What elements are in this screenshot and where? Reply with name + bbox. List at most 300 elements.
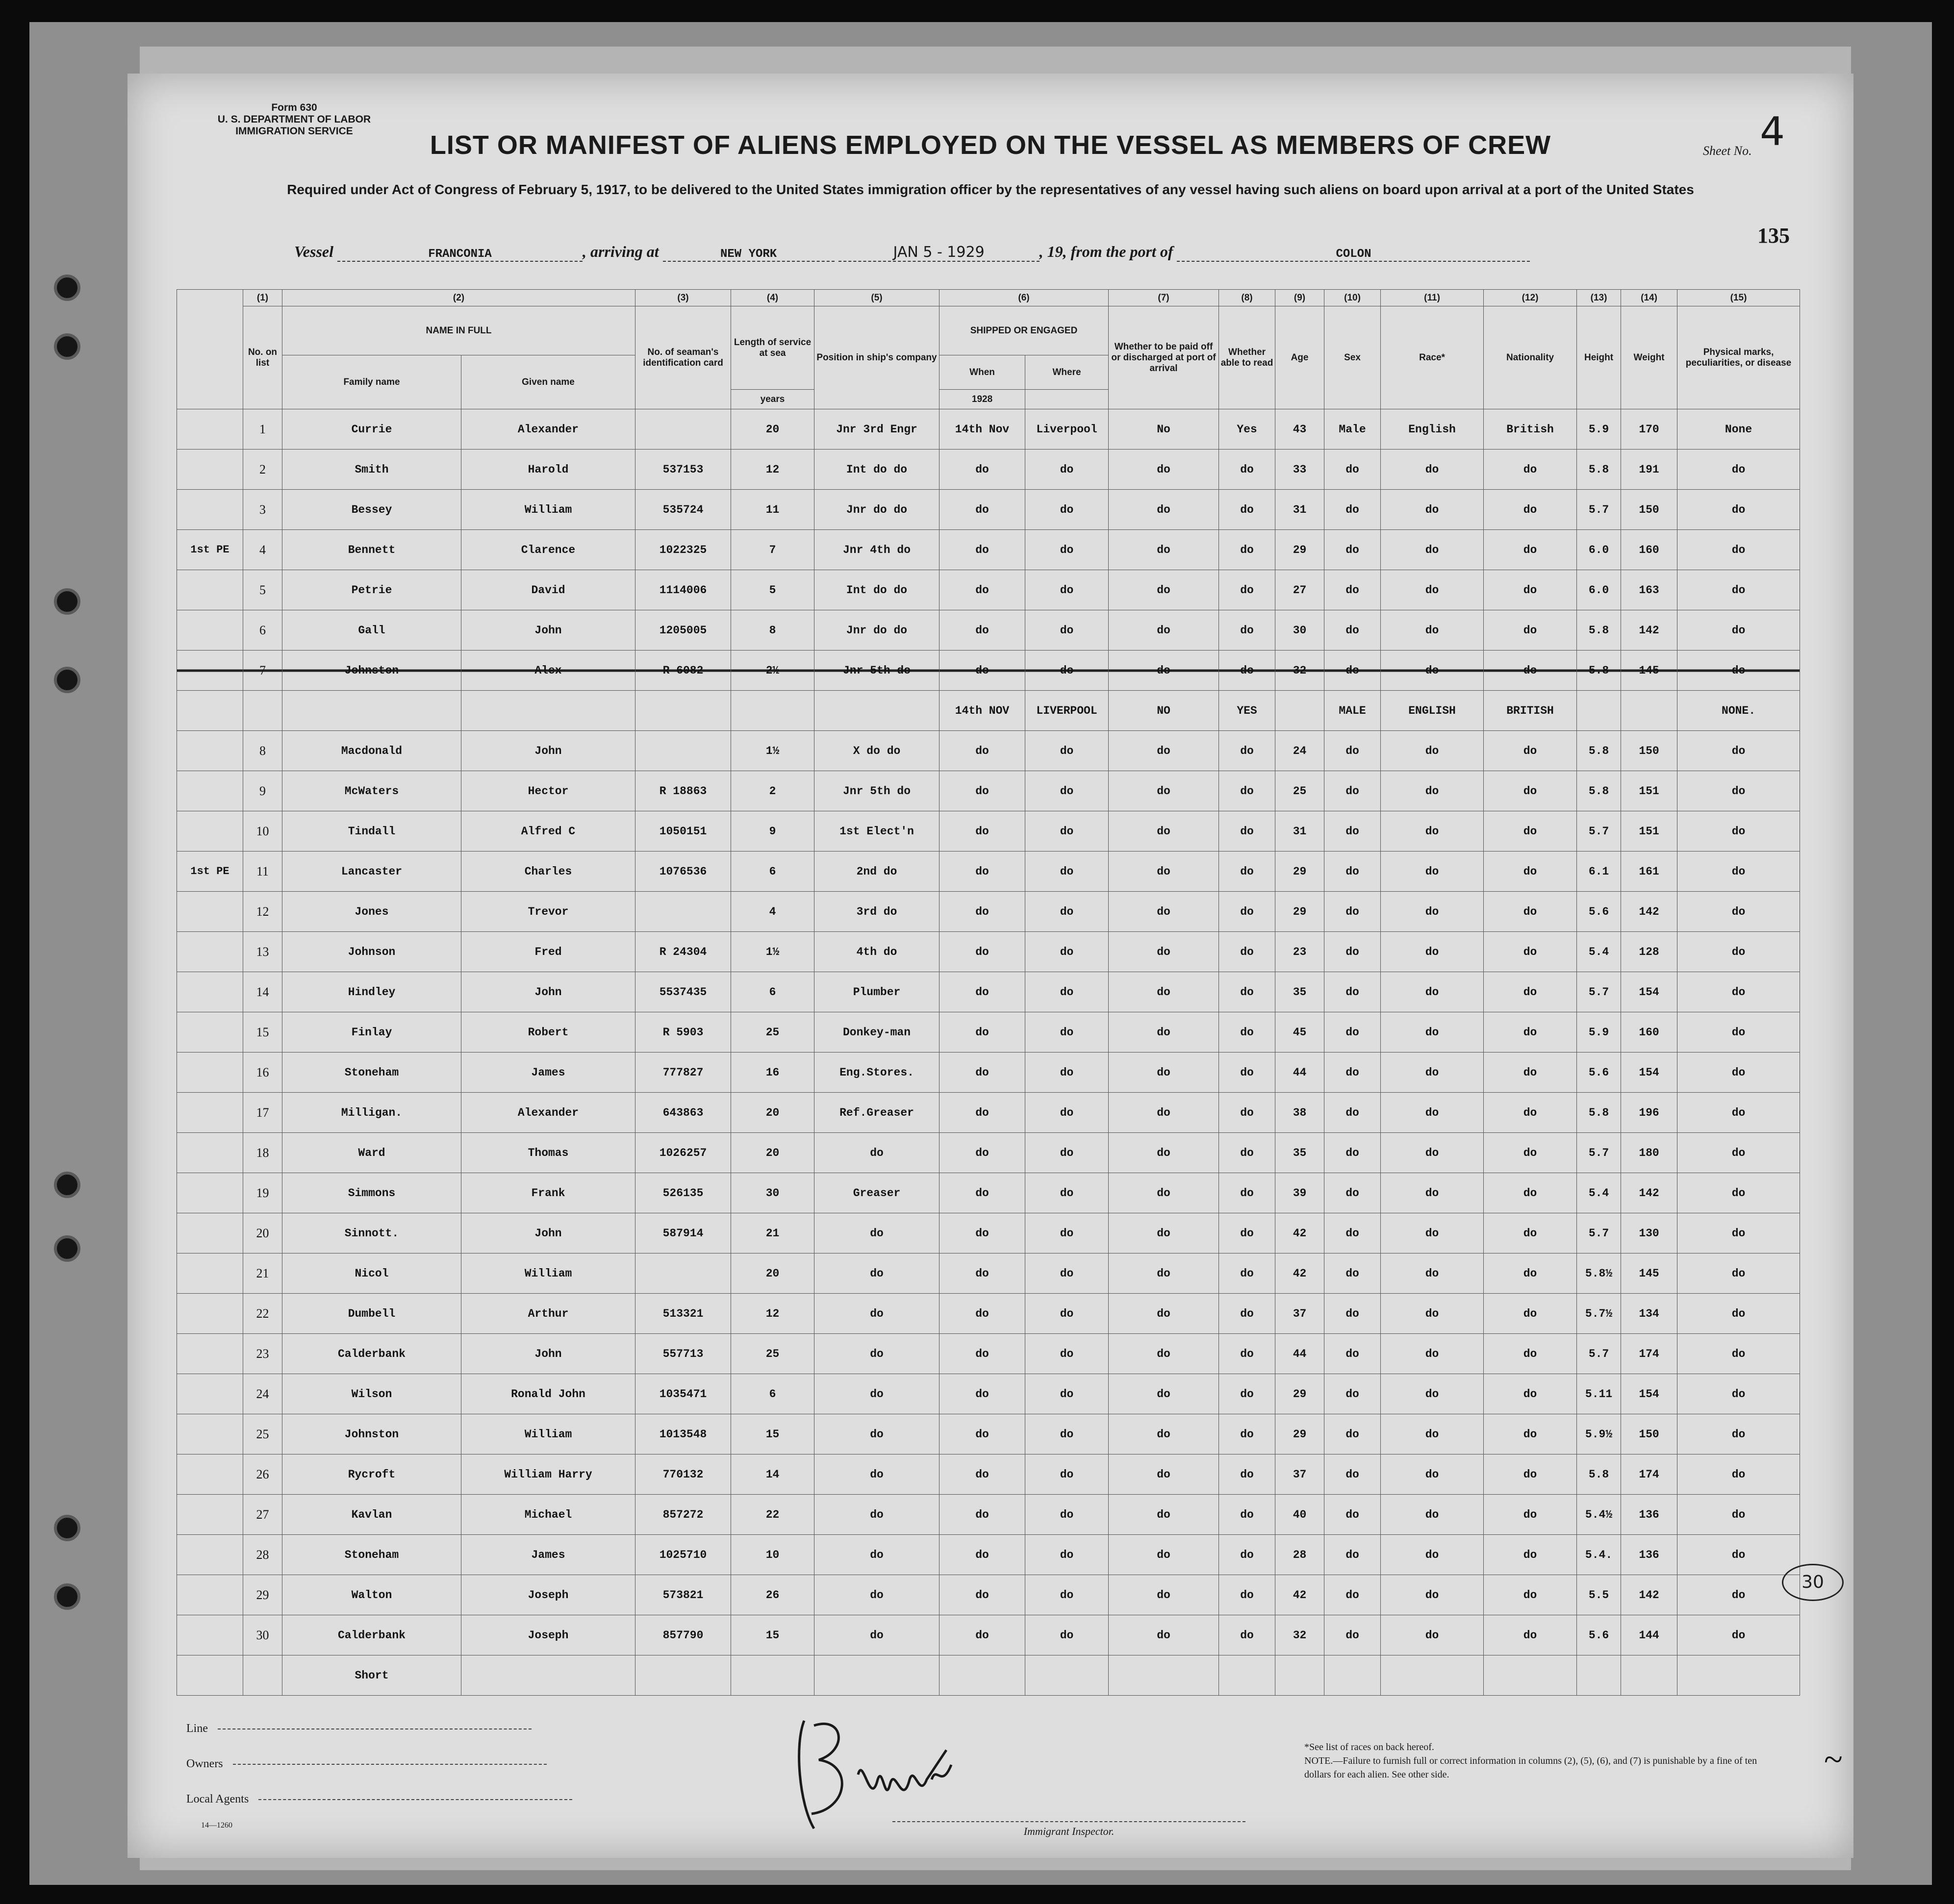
header-where: Where xyxy=(1025,355,1109,390)
able-to-read: do xyxy=(1219,1454,1275,1495)
service-years: 2 xyxy=(731,771,814,811)
sex: do xyxy=(1324,610,1381,651)
shipped-when: do xyxy=(939,1495,1025,1535)
sex: do xyxy=(1324,1454,1381,1495)
id-card xyxy=(635,1655,731,1696)
weight: 151 xyxy=(1621,771,1677,811)
shipped-when xyxy=(939,1655,1025,1696)
nationality: do xyxy=(1484,1253,1577,1294)
shipped-when: do xyxy=(939,530,1025,570)
age: 27 xyxy=(1275,570,1324,610)
nationality xyxy=(1484,1655,1577,1696)
row-number: 1 xyxy=(243,409,282,450)
weight: 136 xyxy=(1621,1495,1677,1535)
physical-marks: do xyxy=(1677,490,1800,530)
nationality: do xyxy=(1484,811,1577,852)
correction-weight xyxy=(1621,691,1677,731)
margin-header xyxy=(177,290,243,409)
height: 5.4 xyxy=(1577,1173,1621,1213)
correction-row-number xyxy=(243,691,282,731)
family-name: Rycroft xyxy=(282,1454,461,1495)
shipped-when: do xyxy=(939,651,1025,691)
sex: do xyxy=(1324,1133,1381,1173)
header-able-read: Whether able to read xyxy=(1219,306,1275,409)
family-name: Gall xyxy=(282,610,461,651)
shipped-where: do xyxy=(1025,570,1109,610)
given-name: Fred xyxy=(461,932,635,972)
row-number xyxy=(243,1655,282,1696)
race: English xyxy=(1381,409,1484,450)
binder-hole xyxy=(54,1515,80,1541)
header-height: Height xyxy=(1577,306,1621,409)
height: 6.0 xyxy=(1577,570,1621,610)
physical-marks: do xyxy=(1677,1575,1800,1615)
weight: 196 xyxy=(1621,1093,1677,1133)
age: 32 xyxy=(1275,651,1324,691)
age: 28 xyxy=(1275,1535,1324,1575)
header-when: When xyxy=(939,355,1025,390)
physical-marks: do xyxy=(1677,771,1800,811)
age: 37 xyxy=(1275,1294,1324,1334)
race: do xyxy=(1381,1495,1484,1535)
shipped-when: do xyxy=(939,1052,1025,1093)
height: 5.7 xyxy=(1577,1213,1621,1253)
id-card: 1022325 xyxy=(635,530,731,570)
family-name: Bennett xyxy=(282,530,461,570)
sex: do xyxy=(1324,932,1381,972)
row-number: 10 xyxy=(243,811,282,852)
service-years xyxy=(731,1655,814,1696)
row-margin-note xyxy=(177,1213,243,1253)
service-years: 26 xyxy=(731,1575,814,1615)
given-name: James xyxy=(461,1535,635,1575)
height: 5.8 xyxy=(1577,651,1621,691)
col-number-2: (2) xyxy=(282,290,635,306)
physical-marks: do xyxy=(1677,892,1800,932)
nationality: do xyxy=(1484,1334,1577,1374)
line-label: Line xyxy=(186,1722,208,1735)
shipped-when: 14th Nov xyxy=(939,409,1025,450)
physical-marks: do xyxy=(1677,530,1800,570)
table-row xyxy=(177,1133,1800,1173)
paid-off: No xyxy=(1109,409,1219,450)
family-name: Kavlan xyxy=(282,1495,461,1535)
race: do xyxy=(1381,1133,1484,1173)
age: 30 xyxy=(1275,610,1324,651)
nationality: do xyxy=(1484,1093,1577,1133)
table-row xyxy=(177,610,1800,651)
family-name: Petrie xyxy=(282,570,461,610)
weight: 134 xyxy=(1621,1294,1677,1334)
id-card: 513321 xyxy=(635,1294,731,1334)
height: 6.0 xyxy=(1577,530,1621,570)
sex: do xyxy=(1324,1575,1381,1615)
margin-scribble: ~ xyxy=(1824,1741,1843,1779)
position: 2nd do xyxy=(814,852,939,892)
inspector-label: Immigrant Inspector. xyxy=(892,1821,1245,1838)
race: do xyxy=(1381,570,1484,610)
physical-marks: do xyxy=(1677,972,1800,1012)
shipped-when: do xyxy=(939,852,1025,892)
correction-sex: MALE xyxy=(1324,691,1381,731)
shipped-when: do xyxy=(939,1334,1025,1374)
height: 5.4½ xyxy=(1577,1495,1621,1535)
sex: do xyxy=(1324,731,1381,771)
physical-marks: do xyxy=(1677,1012,1800,1052)
from-port-label: , from the port of xyxy=(1063,243,1173,260)
service-years: 20 xyxy=(731,1133,814,1173)
nationality: do xyxy=(1484,1052,1577,1093)
paid-off: do xyxy=(1109,1294,1219,1334)
table-row xyxy=(177,570,1800,610)
shipped-where: do xyxy=(1025,1575,1109,1615)
nationality: do xyxy=(1484,1535,1577,1575)
row-margin-note: 1st PE xyxy=(177,852,243,892)
row-margin-note: 1st PE xyxy=(177,530,243,570)
able-to-read: do xyxy=(1219,932,1275,972)
physical-marks: do xyxy=(1677,1535,1800,1575)
paid-off: do xyxy=(1109,932,1219,972)
given-name: Clarence xyxy=(461,530,635,570)
nationality: do xyxy=(1484,1173,1577,1213)
vessel-label: Vessel xyxy=(294,243,333,260)
position: 1st Elect'n xyxy=(814,811,939,852)
family-name: Dumbell xyxy=(282,1294,461,1334)
table-row xyxy=(177,1374,1800,1414)
sex: do xyxy=(1324,771,1381,811)
position: do xyxy=(814,1454,939,1495)
correction-age xyxy=(1275,691,1324,731)
position: Ref.Greaser xyxy=(814,1093,939,1133)
id-card: 777827 xyxy=(635,1052,731,1093)
sex: Male xyxy=(1324,409,1381,450)
physical-marks: do xyxy=(1677,1374,1800,1414)
position: do xyxy=(814,1294,939,1334)
shipped-where: do xyxy=(1025,610,1109,651)
col-number-8: (8) xyxy=(1219,290,1275,306)
position xyxy=(814,1655,939,1696)
height: 5.8 xyxy=(1577,731,1621,771)
row-number: 25 xyxy=(243,1414,282,1454)
given-name: David xyxy=(461,570,635,610)
row-number: 28 xyxy=(243,1535,282,1575)
shipped-when: do xyxy=(939,1133,1025,1173)
header-shipped: SHIPPED OR ENGAGED xyxy=(939,306,1109,355)
able-to-read: do xyxy=(1219,771,1275,811)
row-margin-note xyxy=(177,771,243,811)
paid-off xyxy=(1109,1655,1219,1696)
service-years: 15 xyxy=(731,1414,814,1454)
table-row xyxy=(177,892,1800,932)
row-margin-note xyxy=(177,1093,243,1133)
shipped-where xyxy=(1025,1655,1109,1696)
row-number: 23 xyxy=(243,1334,282,1374)
binder-hole xyxy=(54,1583,80,1610)
nationality: do xyxy=(1484,892,1577,932)
sex: do xyxy=(1324,1615,1381,1655)
shipped-where: do xyxy=(1025,972,1109,1012)
service-years: 16 xyxy=(731,1052,814,1093)
header-given-name: Given name xyxy=(461,355,635,409)
row-number: 12 xyxy=(243,892,282,932)
sex: do xyxy=(1324,1012,1381,1052)
nationality: do xyxy=(1484,490,1577,530)
header-id-card: No. of seaman's identification card xyxy=(635,306,731,409)
position: Int do do xyxy=(814,570,939,610)
family-name: Johnston xyxy=(282,651,461,691)
able-to-read: do xyxy=(1219,731,1275,771)
col-number-12: (12) xyxy=(1484,290,1577,306)
given-name: Alfred C xyxy=(461,811,635,852)
able-to-read: do xyxy=(1219,811,1275,852)
weight: 174 xyxy=(1621,1454,1677,1495)
able-to-read: do xyxy=(1219,1052,1275,1093)
position: do xyxy=(814,1535,939,1575)
race xyxy=(1381,1655,1484,1696)
table-row xyxy=(177,1052,1800,1093)
able-to-read: do xyxy=(1219,1334,1275,1374)
table-row xyxy=(177,1012,1800,1052)
id-card: 557713 xyxy=(635,1334,731,1374)
shipped-where: do xyxy=(1025,1414,1109,1454)
paid-off: do xyxy=(1109,610,1219,651)
physical-marks: do xyxy=(1677,1495,1800,1535)
table-row xyxy=(177,409,1800,450)
able-to-read: do xyxy=(1219,1495,1275,1535)
id-card: 537153 xyxy=(635,450,731,490)
physical-marks: do xyxy=(1677,1213,1800,1253)
race: do xyxy=(1381,1294,1484,1334)
table-row xyxy=(177,1454,1800,1495)
shipped-when: do xyxy=(939,610,1025,651)
paid-off: do xyxy=(1109,852,1219,892)
weight: 191 xyxy=(1621,450,1677,490)
age: 25 xyxy=(1275,771,1324,811)
shipped-where: do xyxy=(1025,1615,1109,1655)
paid-off: do xyxy=(1109,1093,1219,1133)
correction-row xyxy=(177,691,1800,731)
vessel-line xyxy=(294,243,1530,262)
page-subtitle: Required under Act of Congress of February 5, 1917, to be delivered to the United States immigration officer by the representatives of any vessel having such aliens on board upon arrival at a port of the United States xyxy=(287,182,1694,197)
shipped-where: do xyxy=(1025,1374,1109,1414)
service-years: 22 xyxy=(731,1495,814,1535)
row-number: 2 xyxy=(243,450,282,490)
owners-blank xyxy=(233,1764,547,1765)
row-number: 14 xyxy=(243,972,282,1012)
given-name: Alexander xyxy=(461,409,635,450)
shipped-when: do xyxy=(939,731,1025,771)
footnote-penalty: NOTE.—Failure to furnish full or correct information in columns (2), (5), (6), and (7) is punishable by a fine of ten dollars for each alien. See other side. xyxy=(1304,1755,1757,1780)
row-number: 7 xyxy=(243,651,282,691)
table-row xyxy=(177,731,1800,771)
id-card: 1025710 xyxy=(635,1535,731,1575)
table-row xyxy=(177,771,1800,811)
header-paid-off: Whether to be paid off or discharged at port of arrival xyxy=(1109,306,1219,409)
position: Jnr 5th do xyxy=(814,651,939,691)
col-number-4: (4) xyxy=(731,290,814,306)
id-card: R 5903 xyxy=(635,1012,731,1052)
height: 5.8 xyxy=(1577,1454,1621,1495)
row-number: 22 xyxy=(243,1294,282,1334)
height: 5.6 xyxy=(1577,892,1621,932)
service-years: 1½ xyxy=(731,932,814,972)
position: do xyxy=(814,1213,939,1253)
binder-hole xyxy=(54,588,80,615)
race: do xyxy=(1381,972,1484,1012)
id-card: R 6082 xyxy=(635,651,731,691)
row-margin-note xyxy=(177,1575,243,1615)
nationality: do xyxy=(1484,1495,1577,1535)
race: do xyxy=(1381,1374,1484,1414)
able-to-read xyxy=(1219,1655,1275,1696)
row-margin-note xyxy=(177,409,243,450)
binder-hole xyxy=(54,667,80,693)
race: do xyxy=(1381,1615,1484,1655)
able-to-read: do xyxy=(1219,610,1275,651)
weight: 136 xyxy=(1621,1535,1677,1575)
row-margin-note xyxy=(177,610,243,651)
shipped-when: do xyxy=(939,1615,1025,1655)
given-name: Harold xyxy=(461,450,635,490)
row-margin-note xyxy=(177,811,243,852)
row-margin-note xyxy=(177,490,243,530)
correction-shipped-where: LIVERPOOL xyxy=(1025,691,1109,731)
nationality: do xyxy=(1484,1615,1577,1655)
given-name: William xyxy=(461,1414,635,1454)
id-card: 5537435 xyxy=(635,972,731,1012)
age: 40 xyxy=(1275,1495,1324,1535)
year-label: , 19 xyxy=(1039,243,1063,260)
height: 5.9 xyxy=(1577,409,1621,450)
header-position: Position in ship's company xyxy=(814,306,939,409)
family-name: Sinnott. xyxy=(282,1213,461,1253)
race: do xyxy=(1381,1454,1484,1495)
row-number: 19 xyxy=(243,1173,282,1213)
vessel-name: FRANCONIA xyxy=(337,248,583,262)
paid-off: do xyxy=(1109,811,1219,852)
correction-service-years xyxy=(731,691,814,731)
weight: 145 xyxy=(1621,1253,1677,1294)
race: do xyxy=(1381,1334,1484,1374)
shipped-when: do xyxy=(939,1535,1025,1575)
paid-off: do xyxy=(1109,892,1219,932)
age: 39 xyxy=(1275,1173,1324,1213)
nationality: do xyxy=(1484,1454,1577,1495)
row-margin-note xyxy=(177,450,243,490)
height: 5.4 xyxy=(1577,932,1621,972)
row-margin-note xyxy=(177,1133,243,1173)
nationality: do xyxy=(1484,731,1577,771)
age: 35 xyxy=(1275,1133,1324,1173)
table-row xyxy=(177,932,1800,972)
age: 44 xyxy=(1275,1052,1324,1093)
age: 42 xyxy=(1275,1213,1324,1253)
able-to-read: do xyxy=(1219,1213,1275,1253)
sheet-number-value: 4 xyxy=(1760,109,1785,154)
given-name: Frank xyxy=(461,1173,635,1213)
height: 5.4. xyxy=(1577,1535,1621,1575)
header-age: Age xyxy=(1275,306,1324,409)
arriving-label: , arriving at xyxy=(583,243,659,260)
crew-manifest-table xyxy=(177,289,1800,1696)
table-row xyxy=(177,811,1800,852)
position: Jnr do do xyxy=(814,490,939,530)
service-years: 11 xyxy=(731,490,814,530)
service-years: 5 xyxy=(731,570,814,610)
row-number: 17 xyxy=(243,1093,282,1133)
weight: 151 xyxy=(1621,811,1677,852)
sex: do xyxy=(1324,1253,1381,1294)
position: do xyxy=(814,1374,939,1414)
position: do xyxy=(814,1615,939,1655)
height: 5.8½ xyxy=(1577,1253,1621,1294)
service-years: 20 xyxy=(731,409,814,450)
shipped-where: do xyxy=(1025,811,1109,852)
agents-label: Local Agents xyxy=(186,1793,249,1805)
given-name: William Harry xyxy=(461,1454,635,1495)
weight: 160 xyxy=(1621,1012,1677,1052)
service-years: 20 xyxy=(731,1093,814,1133)
nationality: do xyxy=(1484,852,1577,892)
able-to-read: do xyxy=(1219,490,1275,530)
id-card xyxy=(635,892,731,932)
paid-off: do xyxy=(1109,1052,1219,1093)
race: do xyxy=(1381,811,1484,852)
height: 5.8 xyxy=(1577,771,1621,811)
able-to-read: do xyxy=(1219,1615,1275,1655)
correction-row-margin-note xyxy=(177,691,243,731)
family-name: Smith xyxy=(282,450,461,490)
sex: do xyxy=(1324,530,1381,570)
service-years: 8 xyxy=(731,610,814,651)
family-name: Tindall xyxy=(282,811,461,852)
service-years: 25 xyxy=(731,1012,814,1052)
correction-given-name xyxy=(461,691,635,731)
given-name: Joseph xyxy=(461,1575,635,1615)
family-name: Johnson xyxy=(282,932,461,972)
shipped-where: do xyxy=(1025,1294,1109,1334)
age: 29 xyxy=(1275,1374,1324,1414)
physical-marks: do xyxy=(1677,1173,1800,1213)
family-name: Finlay xyxy=(282,1012,461,1052)
weight: 170 xyxy=(1621,409,1677,450)
arrival-port: NEW YORK xyxy=(663,248,835,262)
weight: 163 xyxy=(1621,570,1677,610)
height: 5.8 xyxy=(1577,450,1621,490)
given-name: John xyxy=(461,731,635,771)
nationality: do xyxy=(1484,1133,1577,1173)
position: 3rd do xyxy=(814,892,939,932)
position: Donkey-man xyxy=(814,1012,939,1052)
col-number-15: (15) xyxy=(1677,290,1800,306)
col-number-14: (14) xyxy=(1621,290,1677,306)
paid-off: do xyxy=(1109,1133,1219,1173)
row-margin-note xyxy=(177,1012,243,1052)
row-number: 27 xyxy=(243,1495,282,1535)
row-number: 15 xyxy=(243,1012,282,1052)
height: 5.7 xyxy=(1577,972,1621,1012)
height: 6.1 xyxy=(1577,852,1621,892)
position: Greaser xyxy=(814,1173,939,1213)
given-name: Robert xyxy=(461,1012,635,1052)
age: 44 xyxy=(1275,1334,1324,1374)
row-number: 6 xyxy=(243,610,282,651)
race: do xyxy=(1381,892,1484,932)
shipped-where: do xyxy=(1025,530,1109,570)
shipped-when: do xyxy=(939,1575,1025,1615)
given-name: Joseph xyxy=(461,1615,635,1655)
row-margin-note xyxy=(177,1655,243,1696)
